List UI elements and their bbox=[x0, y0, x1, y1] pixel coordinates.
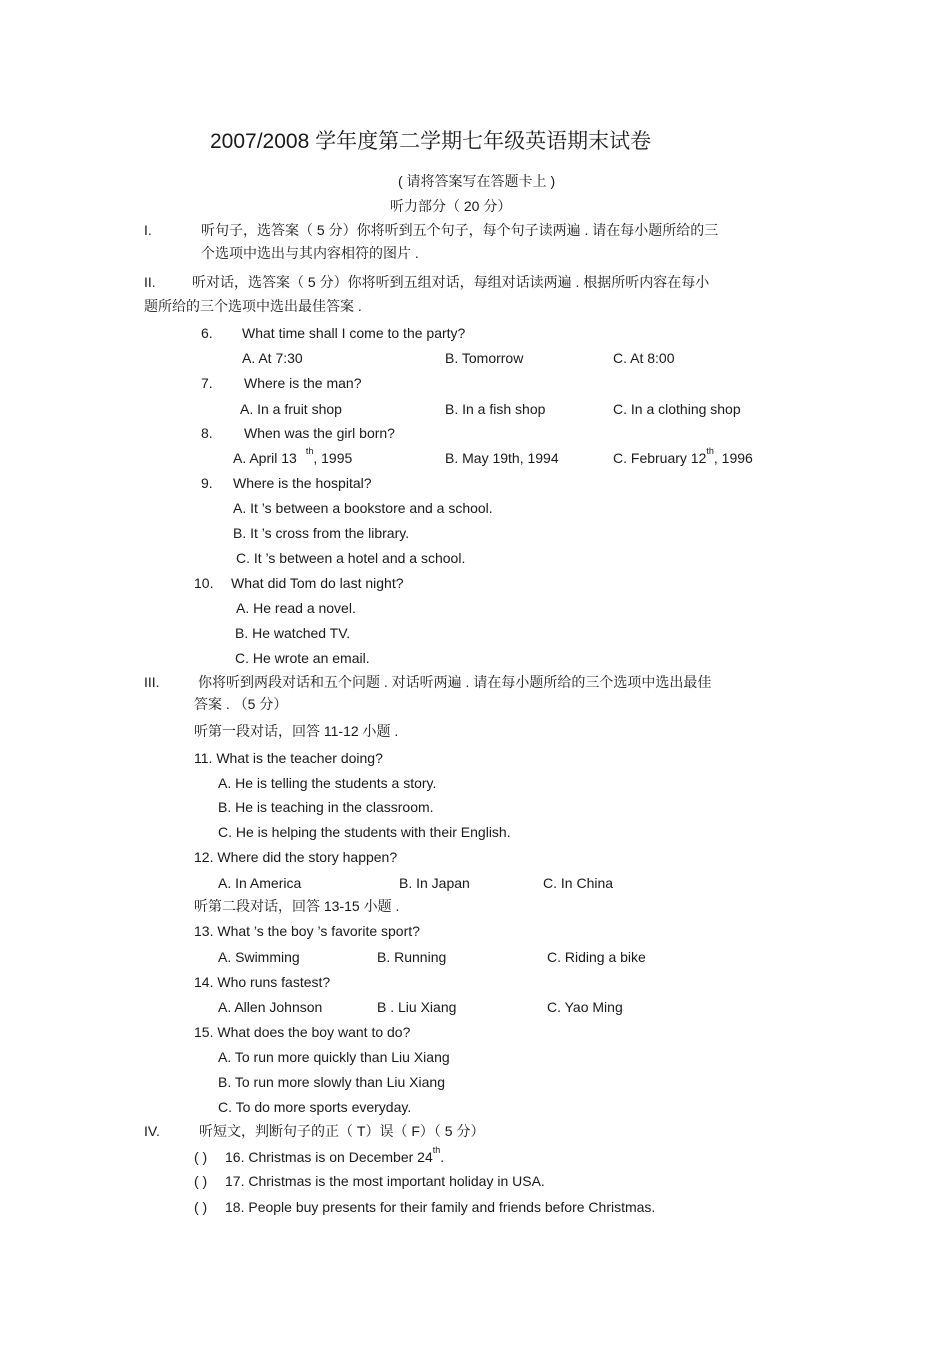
instruction-note: ( 请将答案写在答题卡上 ) bbox=[398, 173, 556, 189]
option-c bbox=[613, 446, 753, 466]
option-b: B. He watched TV. bbox=[235, 625, 351, 641]
option-a-year: , 1995 bbox=[313, 450, 353, 466]
question-text: Where is the man? bbox=[244, 375, 362, 391]
question-number: 10. bbox=[194, 575, 214, 591]
option-c: C. He wrote an email. bbox=[235, 650, 370, 666]
section-instruction: 题所给的三个选项中选出最佳答案 . bbox=[144, 298, 362, 314]
option-b: B. It ’s cross from the library. bbox=[233, 525, 410, 541]
option-a bbox=[233, 446, 353, 466]
option-c: C. At 8:00 bbox=[613, 350, 675, 366]
question-number: 7. bbox=[201, 375, 213, 391]
section-number: III. bbox=[144, 674, 160, 690]
question-text: 11. What is the teacher doing? bbox=[194, 750, 383, 766]
section-number: II. bbox=[144, 274, 156, 290]
option-c: C. Riding a bike bbox=[547, 949, 646, 965]
option-c: C. In a clothing shop bbox=[613, 401, 741, 417]
question-text: What time shall I come to the party? bbox=[242, 325, 466, 341]
answer-blank[interactable]: ( ) bbox=[194, 1149, 208, 1165]
listening-header: 听力部分（ 20 分） bbox=[390, 198, 512, 214]
section-instruction: 个选项中选出与其内容相符的图片 . bbox=[201, 245, 419, 261]
ordinal-suffix: th bbox=[432, 1145, 441, 1155]
option-b: B. In Japan bbox=[399, 875, 470, 891]
option-c: C. He is helping the students with their English. bbox=[218, 824, 511, 840]
dialog-heading: 听第一段对话，回答 11-12 小题 . bbox=[194, 723, 399, 739]
statement-text: 17. Christmas is the most important holiday in USA. bbox=[225, 1173, 545, 1189]
section-number: IV. bbox=[144, 1123, 160, 1139]
option-a: A. He is telling the students a story. bbox=[218, 775, 437, 791]
section-instruction: 答案 . （5 分） bbox=[194, 696, 288, 712]
statement-body: 16. Christmas is on December 24 bbox=[225, 1149, 433, 1165]
question-text: 15. What does the boy want to do? bbox=[194, 1024, 411, 1040]
section-instruction: 听句子，选答案（ 5 分）你将听到五个句子，每个句子读两遍 . 请在每小题所给的三 bbox=[201, 222, 719, 238]
question-text: When was the girl born? bbox=[244, 425, 395, 441]
option-c: C. Yao Ming bbox=[547, 999, 623, 1015]
option-a: A. It ’s between a bookstore and a school. bbox=[233, 500, 493, 516]
question-number: 9. bbox=[201, 475, 213, 491]
question-text: 12. Where did the story happen? bbox=[194, 849, 398, 865]
question-text: Where is the hospital? bbox=[233, 475, 372, 491]
option-b: B. May 19th, 1994 bbox=[445, 450, 559, 466]
option-b: B. Running bbox=[377, 949, 447, 965]
statement-end: . bbox=[440, 1149, 445, 1165]
section-instruction: 听短文，判断句子的正（ T）误（ F）（ 5 分） bbox=[199, 1123, 485, 1139]
option-a: A. To run more quickly than Liu Xiang bbox=[218, 1049, 450, 1065]
question-number: 8. bbox=[201, 425, 213, 441]
ordinal-suffix: th bbox=[305, 446, 314, 456]
option-a: A. Allen Johnson bbox=[218, 999, 323, 1015]
option-b: B. To run more slowly than Liu Xiang bbox=[218, 1074, 445, 1090]
question-text: What did Tom do last night? bbox=[231, 575, 404, 591]
option-a: A. Swimming bbox=[218, 949, 300, 965]
page-title: 2007/2008 学年度第二学期七年级英语期末试卷 bbox=[210, 130, 652, 153]
option-a-text: A. April 13 bbox=[233, 450, 297, 466]
dialog-heading: 听第二段对话，回答 13-15 小题 . bbox=[194, 898, 400, 914]
option-c: C. It ’s between a hotel and a school. bbox=[236, 550, 466, 566]
section-number: I. bbox=[144, 222, 152, 238]
option-b: B. In a fish shop bbox=[445, 401, 546, 417]
option-b: B. He is teaching in the classroom. bbox=[218, 799, 434, 815]
option-c-year: , 1996 bbox=[713, 450, 753, 466]
answer-blank[interactable]: ( ) bbox=[194, 1173, 208, 1189]
option-b: B. Tomorrow bbox=[445, 350, 524, 366]
option-a: A. In a fruit shop bbox=[240, 401, 342, 417]
statement-text: 18. People buy presents for their family and friends before Christmas. bbox=[225, 1199, 656, 1215]
option-c-text: C. February 12 bbox=[613, 450, 707, 466]
question-number: 6. bbox=[201, 325, 213, 341]
question-text: 14. Who runs fastest? bbox=[194, 974, 331, 990]
section-instruction: 你将听到两段对话和五个问题 . 对话听两遍 . 请在每小题所给的三个选项中选出最佳 bbox=[198, 674, 712, 690]
option-c: C. In China bbox=[543, 875, 614, 891]
option-a: A. At 7:30 bbox=[242, 350, 303, 366]
statement-text bbox=[225, 1145, 445, 1165]
section-instruction: 听对话，选答案（ 5 分）你将听到五组对话，每组对话读两遍 . 根据所听内容在每小 bbox=[192, 274, 710, 290]
ordinal-suffix: th bbox=[706, 446, 714, 456]
option-a: A. He read a novel. bbox=[236, 600, 356, 616]
option-a: A. In America bbox=[218, 875, 302, 891]
answer-blank[interactable]: ( ) bbox=[194, 1199, 208, 1215]
option-b: B . Liu Xiang bbox=[377, 999, 457, 1015]
option-c: C. To do more sports everyday. bbox=[218, 1099, 412, 1115]
question-text: 13. What ’s the boy ’s favorite sport? bbox=[194, 923, 420, 939]
